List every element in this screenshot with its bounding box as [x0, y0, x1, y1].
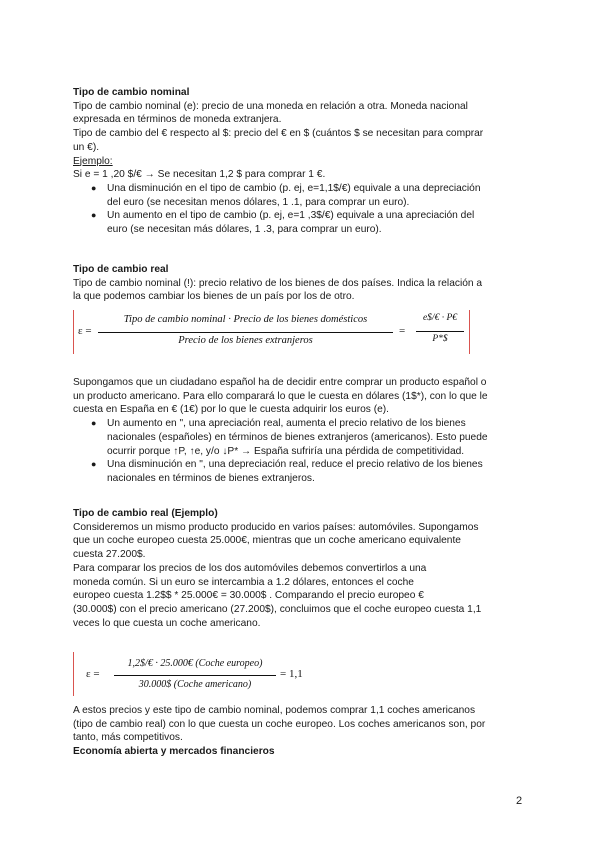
paragraph-line: moneda común. Si un euro se intercambia a 1.2 dólares, entonces el coche — [73, 576, 414, 588]
bullet-icon: ● — [91, 459, 97, 470]
section-conclusion — [73, 704, 528, 759]
paragraph-line: Tipo de cambio del € respecto al $: precio del € en $ (cuántos $ se necesitan para comprar — [73, 128, 484, 140]
formula-lhs: ε = — [78, 325, 92, 337]
formula-numerator: 1,2$/€ · 25.000€ (Coche europeo) — [127, 658, 263, 669]
list-item-text: Una disminución en ", una depreciación real, reduce el precio relativo de los bienes — [107, 459, 483, 471]
bullet-icon: ● — [91, 418, 97, 429]
paragraph-line: A estos precios y este tipo de cambio nominal, podemos comprar 1,1 coches americanos — [73, 705, 476, 716]
example-line: Si e = 1 ,20 $/€ → Se necesitan 1,2 $ para comprar 1 €. — [73, 169, 326, 181]
paragraph-line: la que podemos cambiar los bienes de un país por los de otro. — [73, 291, 355, 303]
paragraph-line: Tipo de cambio nominal (!): precio relativo de los bienes de dos países. Indica la relación a — [73, 277, 483, 289]
list-item-text: euro (se necesitan más dólares, 1 .3, para comprar un euro). — [107, 224, 382, 236]
section-nominal-exchange — [73, 86, 528, 237]
paragraph-line: expresada en términos de moneda extranjera. — [73, 114, 282, 126]
formula-rhs-numerator: e$/€ · P€ — [422, 313, 458, 323]
paragraph-line: un producto americano. Para ello comparará lo que le cuesta en dólares (1$*), con lo que le — [73, 390, 488, 402]
paragraph-line: Tipo de cambio nominal (e): precio de una moneda en relación a otra. Moneda nacional — [73, 100, 468, 112]
formula-real-exchange — [73, 310, 470, 354]
list-item-text: nacionales en términos de bienes extranjeros. — [107, 472, 315, 484]
list-item-text: nacionales (españoles) en términos de bienes extranjeros (americanos). Esto puede — [107, 431, 488, 443]
formula-car-example — [73, 652, 310, 696]
paragraph-line: tanto, más competitivos. — [73, 732, 183, 744]
list-item-text: del euro (se necesitan menos dólares, 1 .1, para comprar un euro). — [107, 196, 410, 208]
fraction-line — [98, 332, 393, 333]
page-number: 2 — [516, 795, 523, 807]
paragraph-line: Consideremos un mismo producto producido en varios países: automóviles. Supongamos — [73, 521, 479, 533]
paragraph-line: Para comparar los precios de los dos automóviles debemos convertirlos a una — [73, 562, 427, 574]
fraction-line — [114, 675, 276, 676]
heading-open-economy: Economía abierta y mercados financieros — [73, 746, 275, 758]
paragraph-line: veces lo que cuesta un coche americano. — [73, 617, 261, 629]
paragraph-line: (30.000$) con el precio americano (27.200$), concluimos que el coche europeo cuesta 1,1 — [73, 603, 482, 615]
paragraph-line: un €). — [73, 141, 100, 153]
bullet-list — [73, 182, 528, 237]
example-label: Ejemplo: — [73, 155, 113, 167]
list-item-text: ocurrir porque ↑P, ↑e, y/o ↓P* → España sufriría una pérdida de competitividad. — [107, 445, 465, 457]
section-consumer-example — [73, 376, 528, 486]
list-item — [73, 209, 528, 236]
list-item-text: Un aumento en ", una apreciación real, aumenta el precio relativo de los bienes — [107, 418, 466, 430]
list-item — [73, 182, 528, 209]
bullet-icon: ● — [91, 210, 97, 221]
list-item-text: Un aumento en el tipo de cambio (p. ej, e=1 ,3$/€) equivale a una apreciación del — [107, 210, 475, 222]
paragraph-line: europeo cuesta 1.2$$ * 25.000€ = 30.000$ . Comparando el precio europeo € — [73, 590, 424, 602]
formula-denominator: 30.000$ (Coche americano) — [138, 679, 252, 690]
section-real-exchange-example — [73, 507, 528, 630]
bullet-icon: ● — [91, 182, 97, 193]
formula-result: = 1,1 — [280, 668, 303, 680]
formula-lhs: ε = — [86, 668, 100, 680]
heading-real-example: Tipo de cambio real (Ejemplo) — [73, 508, 218, 519]
paragraph-line: cuesta en España en € (1€) por lo que le cuesta adquirir los euros (e). — [73, 404, 389, 416]
paragraph-line: (tipo de cambio real) con lo que cuesta un coche europeo. Los coches americanos son, por — [73, 718, 486, 730]
fraction-line — [416, 331, 464, 332]
heading-real: Tipo de cambio real — [73, 264, 169, 275]
heading-nominal: Tipo de cambio nominal — [73, 87, 190, 98]
formula-equals: = — [399, 325, 406, 337]
paragraph-line: Supongamos que un ciudadano español ha de decidir entre comprar un producto español o — [73, 377, 487, 388]
bullet-list — [73, 417, 528, 486]
list-item — [73, 458, 528, 485]
formula-rhs-denominator: P*$ — [432, 334, 448, 344]
formula-numerator: Tipo de cambio nominal · Precio de los bienes domésticos — [123, 314, 368, 325]
paragraph-line: cuesta 27.200$. — [73, 549, 146, 561]
section-real-exchange — [73, 263, 528, 304]
paragraph-line: que un coche europeo cuesta 25.000€, mientras que un coche americano equivalente — [73, 535, 461, 547]
formula-denominator: Precio de los bienes extranjeros — [178, 335, 313, 346]
list-item-text: Una disminución en el tipo de cambio (p. ej, e=1,1$/€) equivale a una depreciación — [107, 182, 481, 194]
list-item — [73, 417, 528, 458]
